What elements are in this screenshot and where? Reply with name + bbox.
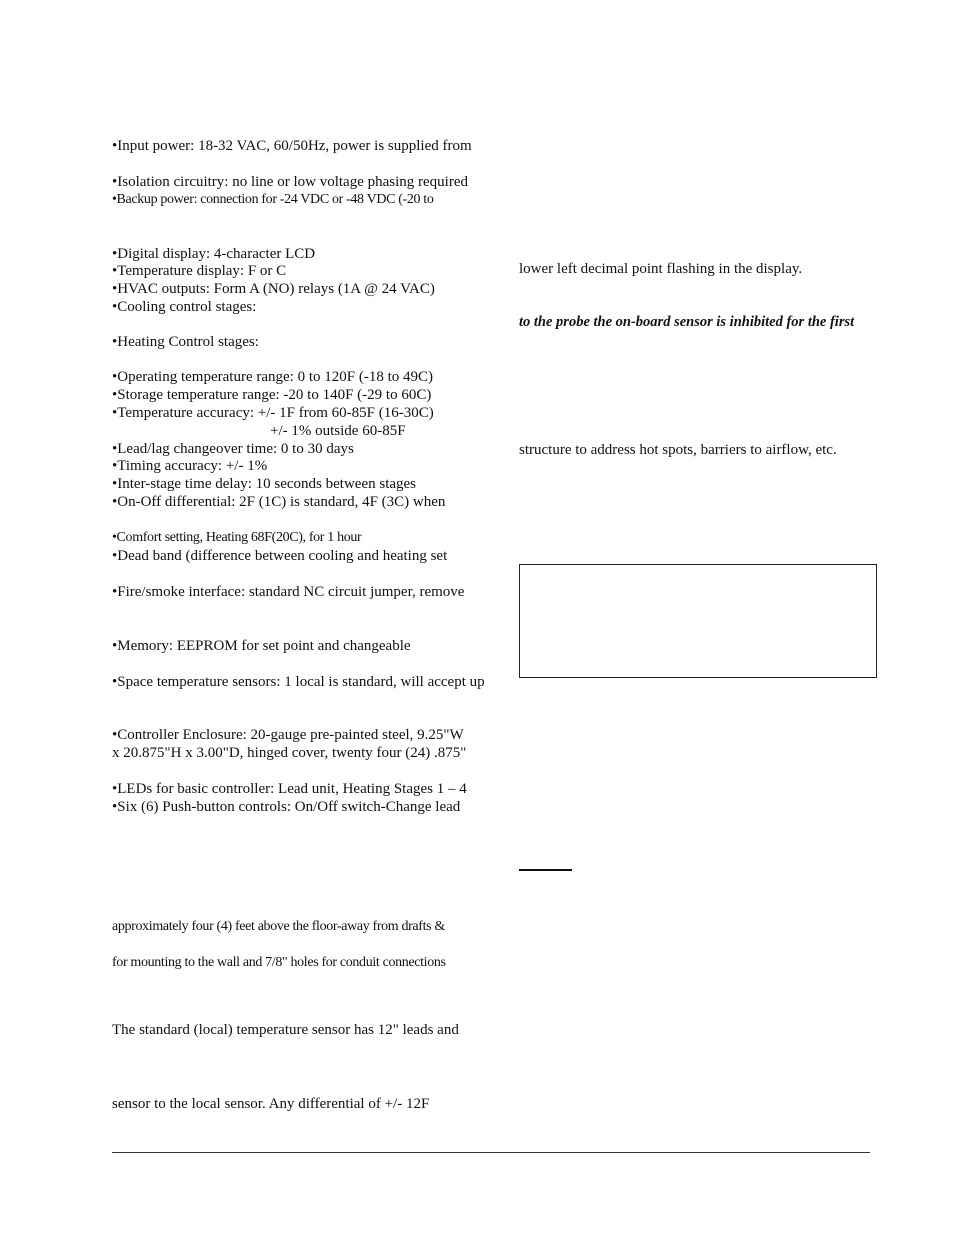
spec-timing-accuracy: •Timing accuracy: +/- 1% — [112, 458, 268, 474]
install-sensor-leads: The standard (local) temperature sensor has 12" leads and — [112, 1022, 459, 1038]
spec-input-power: •Input power: 18-32 VAC, 60/50Hz, power is supplied from — [112, 138, 472, 154]
spec-leds: •LEDs for basic controller: Lead unit, Heating Stages 1 – 4 — [112, 781, 467, 797]
spec-hvac-outputs: •HVAC outputs: Form A (NO) relays (1A @ 24 VAC) — [112, 281, 435, 297]
spec-fire-smoke: •Fire/smoke interface: standard NC circuit jumper, remove — [112, 584, 465, 600]
install-sensor-differential: sensor to the local sensor. Any differential of +/- 12F — [112, 1096, 430, 1112]
spec-dead-band: •Dead band (difference between cooling and heating set — [112, 548, 448, 564]
section-underline — [519, 869, 572, 871]
spec-memory: •Memory: EEPROM for set point and changeable — [112, 638, 411, 654]
spec-digital-display: •Digital display: 4-character LCD — [112, 246, 316, 262]
spec-lead-lag: •Lead/lag changeover time: 0 to 30 days — [112, 441, 354, 457]
spec-temperature-accuracy: •Temperature accuracy: +/- 1F from 60-85F (16-30C) — [112, 405, 434, 421]
install-mounting-height: approximately four (4) feet above the floor-away from drafts & — [112, 919, 445, 934]
spec-cooling-stages: •Cooling control stages: — [112, 299, 257, 315]
spec-controller-enclosure: •Controller Enclosure: 20-gauge pre-painted steel, 9.25"W — [112, 727, 464, 743]
spec-push-buttons: •Six (6) Push-button controls: On/Off switch-Change lead — [112, 799, 461, 815]
right-structure-note: structure to address hot spots, barriers to airflow, etc. — [519, 442, 837, 458]
spec-space-sensors: •Space temperature sensors: 1 local is standard, will accept up — [112, 674, 485, 690]
spec-inter-stage-delay: •Inter-stage time delay: 10 seconds between stages — [112, 476, 417, 492]
install-mounting-holes: for mounting to the wall and 7/8" holes for conduit connections — [112, 955, 446, 970]
footer-rule — [112, 1152, 870, 1153]
spec-controller-enclosure-cont: x 20.875"H x 3.00"D, hinged cover, twenty four (24) .875" — [112, 745, 467, 761]
spec-comfort-setting: •Comfort setting, Heating 68F(20C), for 1 hour — [112, 530, 362, 545]
note-box — [519, 564, 877, 678]
spec-heating-stages: •Heating Control stages: — [112, 334, 259, 350]
spec-on-off-differential: •On-Off differential: 2F (1C) is standard, 4F (3C) when — [112, 494, 446, 510]
spec-temperature-display: •Temperature display: F or C — [112, 263, 287, 279]
spec-isolation: •Isolation circuitry: no line or low voltage phasing required — [112, 174, 468, 190]
right-decimal-point-note: lower left decimal point flashing in the display. — [519, 261, 803, 277]
spec-temperature-accuracy-outside: +/- 1% outside 60-85F — [270, 423, 406, 439]
spec-storage-range: •Storage temperature range: -20 to 140F (-29 to 60C) — [112, 387, 432, 403]
spec-operating-range: •Operating temperature range: 0 to 120F (-18 to 49C) — [112, 369, 433, 385]
right-probe-note: to the probe the on-board sensor is inhibited for the first — [519, 314, 855, 330]
spec-backup-power: •Backup power: connection for -24 VDC or -48 VDC (-20 to — [112, 192, 434, 207]
